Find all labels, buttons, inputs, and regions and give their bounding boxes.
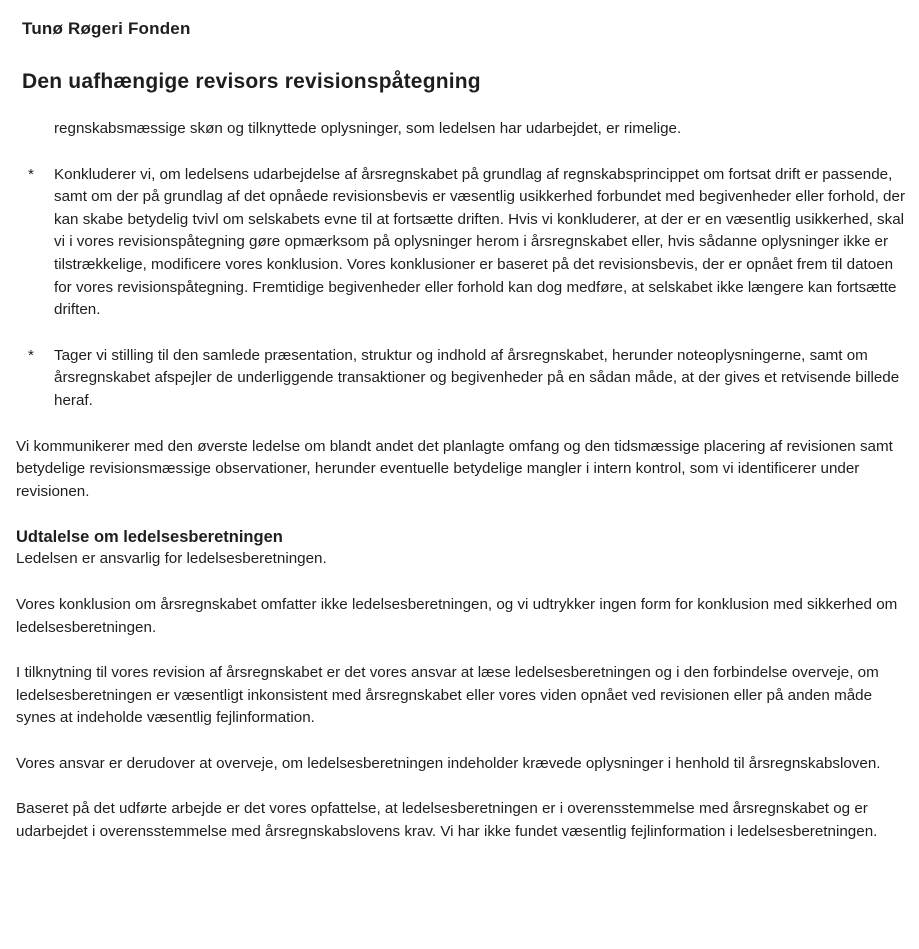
document-body xyxy=(16,118,906,844)
continuation-paragraph: regnskabsmæssige skøn og tilknyttede oplysninger, som ledelsen har udarbejdet, er rimelige. xyxy=(54,120,682,137)
bullet-marker: * xyxy=(28,346,34,364)
bullet-marker: * xyxy=(28,165,34,183)
bullet-item xyxy=(16,164,906,322)
company-name: Tunø Røgeri Fonden xyxy=(22,19,191,38)
paragraph: Baseret på det udførte arbejde er det vores opfattelse, at ledelsesberetningen er i overensstemmelse med årsregnskabet og er udarbejdet i overensstemmelse med årsregnskabslovens krav. Vi har ikke fundet væsentlig fejlinformation i ledelsesberetningen. xyxy=(16,800,878,841)
paragraph: Vores ansvar er derudover at overveje, om ledelsesberetningen indeholder krævede oplysninger i henhold til årsregnskabsloven. xyxy=(16,754,881,772)
paragraph: Vores konklusion om årsregnskabet omfatter ikke ledelsesberetningen, og vi udtrykker ingen form for konklusion med sikkerhed om ledelsesberetningen. xyxy=(16,595,898,636)
bullet-text: Konkluderer vi, om ledelsens udarbejdelse af årsregnskabet på grundlag af regnskabsprincippet om fortsat drift er passende, samt om der på grundlag af det opnåede revisionsbevis er væsentlig usikkerhed forbundet med begivenheder eller forhold, der kan skabe betydelig tvivl om selskabets evne til at fortsætte driften. Hvis vi konkluderer, at der er en væsentlig usikkerhed, skal vi i vores revisionspåtegning gøre opmærksom på oplysninger herom i årsregnskabet eller, hvis sådanne oplysninger ikke er tilstrækkelige, modificere vores konklusion. Vores konklusioner er baseret på det revisionsbevis, der er opnået frem til datoen for vores revisionspåtegning. Fremtidige begivenheder eller forhold kan dog medføre, at selskabet ikke længere kan fortsætte driften. xyxy=(54,165,906,319)
communication-paragraph: Vi kommunikerer med den øverste ledelse om blandt andet det planlagte omfang og den tidsmæssige placering af revisionen samt betydelige revisionsmæssige observationer, herunder eventuelle betydelige mangler i intern kontrol, som vi identificerer under revisionen. xyxy=(16,437,893,500)
section-heading: Udtalelse om ledelsesberetningen xyxy=(16,528,283,547)
bullet-text: Tager vi stilling til den samlede præsentation, struktur og indhold af årsregnskabet, herunder noteoplysningerne, samt om årsregnskabet afspejler de underliggende transaktioner og begivenheder på en sådan måde, at der gives et retvisende billede heraf. xyxy=(54,346,900,409)
page-title: Den uafhængige revisors revisionspåtegning xyxy=(22,70,481,93)
paragraph: I tilknytning til vores revision af årsregnskabet er det vores ansvar at læse ledelsesberetningen og i den forbindelse overveje, om ledelsesberetningen er væsentligt inkonsistent med årsregnskabet eller vores viden opnået ved revisionen eller på anden måde synes at indeholde væsentlig fejlinformation. xyxy=(16,664,879,727)
bullet-item xyxy=(16,345,906,413)
section-intro: Ledelsen er ansvarlig for ledelsesberetningen. xyxy=(16,550,327,568)
